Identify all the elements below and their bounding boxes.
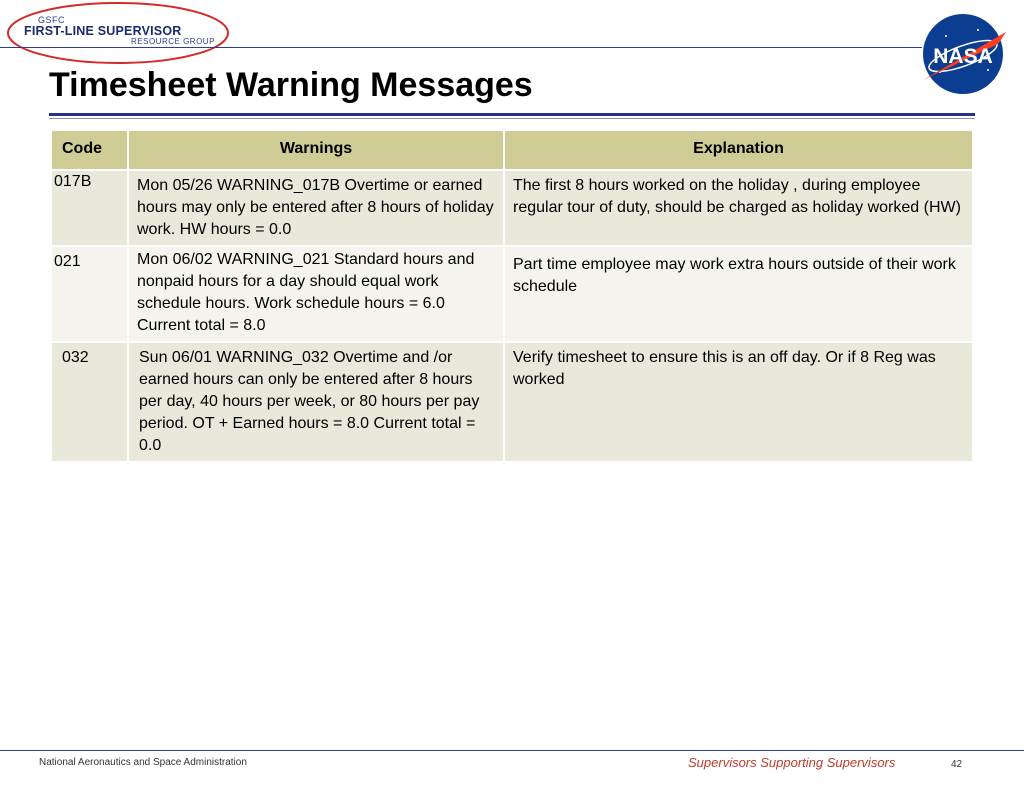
logo-gsfc-text: GSFC <box>38 15 66 25</box>
table-row <box>51 246 973 342</box>
code-cell: 032 <box>51 342 128 462</box>
page-number: 42 <box>951 759 963 770</box>
footer-tagline: Supervisors Supporting Supervisors <box>688 755 896 770</box>
explanation-cell: Part time employee may work extra hours outside of their work schedule <box>504 246 973 342</box>
header-divider <box>0 47 922 48</box>
footer-agency: National Aeronautics and Space Administration <box>39 757 247 768</box>
title-rule <box>49 113 975 116</box>
explanation-cell: Verify timesheet to ensure this is an off day. Or if 8 Reg was worked <box>504 342 973 462</box>
column-header-explanation: Explanation <box>504 130 973 170</box>
table-row <box>51 342 973 462</box>
svg-text:NASA: NASA <box>933 45 993 68</box>
code-cell: 017B <box>51 170 128 246</box>
warning-cell: Mon 05/26 WARNING_017B Overtime or earned hours may only be entered after 8 hours of holiday work. HW hours = 0.0 <box>128 170 504 246</box>
warning-cell: Mon 06/02 WARNING_021 Standard hours and nonpaid hours for a day should equal work schedule hours. Work schedule hours = 6.0 Current total = 8.0 <box>128 246 504 342</box>
logo-subtitle-text: RESOURCE GROUP <box>131 37 215 46</box>
title-rule-thin <box>49 118 975 119</box>
explanation-cell: The first 8 hours worked on the holiday , during employee regular tour of duty, should be charged as holiday worked (HW) <box>504 170 973 246</box>
warnings-table <box>50 129 974 463</box>
code-cell: 021 <box>51 246 128 342</box>
slide-title: Timesheet Warning Messages <box>49 66 533 104</box>
column-header-code: Code <box>51 130 128 170</box>
nasa-logo-icon <box>918 10 1008 98</box>
table-header-row <box>51 130 973 170</box>
column-header-warnings: Warnings <box>128 130 504 170</box>
logo-title-text: FIRST-LINE SUPERVISOR <box>24 24 182 38</box>
fls-resource-group-logo <box>0 0 240 70</box>
footer-divider <box>0 750 1024 751</box>
table-row <box>51 170 973 246</box>
warning-cell: Sun 06/01 WARNING_032 Overtime and /or earned hours can only be entered after 8 hours per day, 40 hours per week, or 80 hours per pay period. OT + Earned hours = 8.0 Current total = 0.0 <box>128 342 504 462</box>
